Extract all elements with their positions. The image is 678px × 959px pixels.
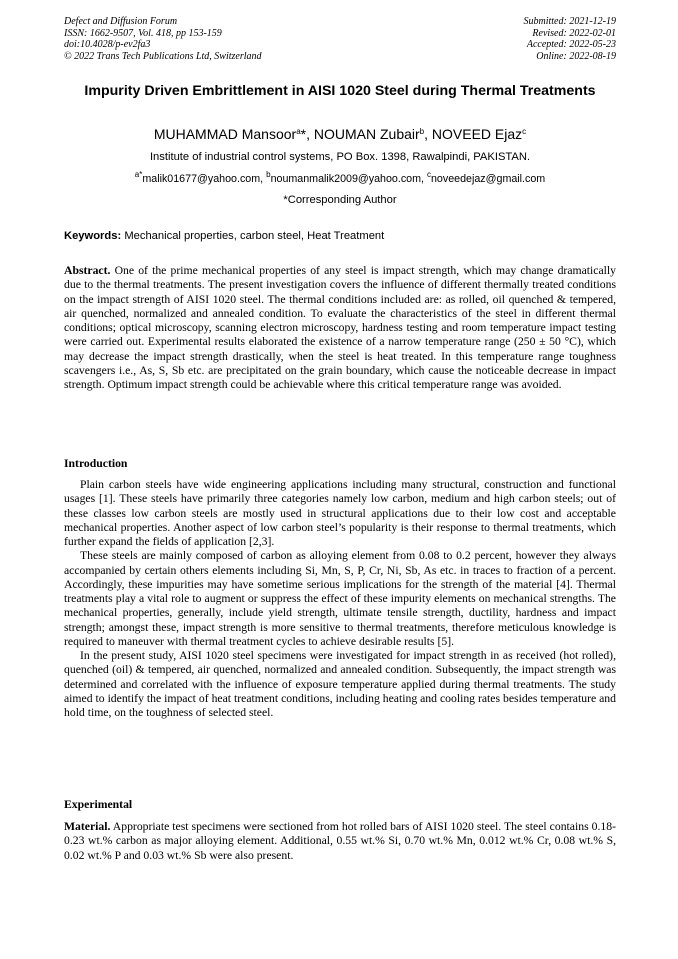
material-label: Material. <box>64 820 111 833</box>
email-address[interactable]: malik01677@yahoo.com <box>142 173 261 185</box>
email-list <box>64 172 616 186</box>
issn: ISSN: 1662-9507, Vol. 418, pp 153-159 <box>64 27 222 39</box>
email-mark: c <box>426 170 431 179</box>
author-name: MUHAMMAD Mansoor <box>153 126 297 142</box>
email-separator: , <box>260 173 267 185</box>
keywords-text: Mechanical properties, carbon steel, Heat Treatment <box>124 230 385 242</box>
material-text: Appropriate test specimens were sectioned from hot rolled bars of AISI 1020 steel. The steel contains 0.18-0.23 wt.% carbon as major alloying element. Additional, 0.55 wt.% Si, 0.70 wt.% Mn, 0.012 wt.% Cr, 0.08 wt.% S, 0.02 wt.% P and 0.03 wt.% Sb were also present. <box>64 820 616 862</box>
keywords-label: Keywords: <box>64 230 122 242</box>
journal-info <box>64 16 262 62</box>
author-affil-mark: b <box>419 127 425 136</box>
author-separator: *, <box>300 126 314 142</box>
abstract-text: One of the prime mechanical properties of any steel is impact strength, which may change dramatically due to the thermal treatments. The present investigation covers the influence of different thermally treated conditions on the impact strength of AISI 1020 steel. The thermal conditions included are: as rolled, oil quenched & tempered, air quenched, normalized and annealed condition. To evaluate the characteristics of the steel in different thermal conditions; optical microscopy, scanning electron microscopy, hardness testing and room temperature impact testing were carried out. Experimental results elaborated the existence of a narrow temperature range (250 ± 50 °C), which may decrease the impact strength drastically, when the steel is heat treated. In this temperature range toughness scavengers i.e., As, S, Sb etc. are precipitated on the grain boundary, which cause the noticeable decrease in impact strength. Optimum impact strength could be achievable where this critical temperature range was avoided. <box>64 264 616 391</box>
copyright: © 2022 Trans Tech Publications Ltd, Switzerland <box>64 50 262 62</box>
affiliation: Institute of industrial control systems, PO Box. 1398, Rawalpindi, PAKISTAN. <box>149 151 531 163</box>
author-list <box>64 126 616 142</box>
section-heading-experimental: Experimental <box>64 798 133 811</box>
email-mark: a* <box>134 170 143 179</box>
author-affil-mark: c <box>522 127 527 136</box>
material-paragraph <box>64 820 616 863</box>
keywords-line <box>64 229 616 243</box>
abstract <box>64 264 616 392</box>
doi: doi:10.4028/p-ev2fa3 <box>64 39 151 51</box>
paper-title: Impurity Driven Embrittlement in AISI 1020 Steel during Thermal Treatments <box>84 83 596 99</box>
author-name: NOUMAN Zubair <box>313 126 420 142</box>
author-name: NOVEED Ejaz <box>431 126 523 142</box>
author-separator: , <box>424 126 432 142</box>
paragraph: These steels are mainly composed of carbon as alloying element from 0.08 to 0.2 percent, however they always accompanied by certain others elements including Si, Mn, S, P, Cr, Ni, Sb, As etc. in traces to fraction of a percent. Accordingly, these impurities may have sometime serious implications for the strength of the material [4]. Thermal treatments play a vital role to augment or suppress the effect of these impurity elements on mechanical strengths. The mechanical properties, generally, include yield strength, ultimate tensile strength, ductility, hardness and impact strength; amongst these, impact strength is more sensitive to thermal treatments, therefore meticulous knowledge is required to maneuver with thermal treatment cycles to achieve desirable results [5]. <box>64 549 616 648</box>
online-date: Online: 2022-08-19 <box>536 50 616 62</box>
introduction-body <box>64 478 616 720</box>
email-address[interactable]: noumanmalik2009@yahoo.com <box>270 173 422 185</box>
email-address[interactable]: noveedejaz@gmail.com <box>430 173 546 185</box>
paragraph: In the present study, AISI 1020 steel specimens were investigated for impact strength in as received (hot rolled), quenched (oil) & tempered, air quenched, normalized and annealed condition. Subsequently, the impact strength was determined and correlated with the influence of exposure temperature applied during thermal treatments. The study aimed to identify the impact of heat treatment conditions, including heating and cooling rates besides temperature and hold time, on the toughness of selected steel. <box>64 649 616 719</box>
email-separator: , <box>421 173 427 185</box>
email-mark: b <box>266 170 271 179</box>
accepted-date: Accepted: 2022-05-23 <box>526 39 616 51</box>
section-heading-introduction: Introduction <box>64 457 128 470</box>
journal-name: Defect and Diffusion Forum <box>64 16 178 27</box>
abstract-label: Abstract. <box>64 264 111 277</box>
submitted-date: Submitted: 2021-12-19 <box>523 16 616 27</box>
author-affil-mark: a <box>296 127 301 136</box>
publication-dates <box>524 16 617 62</box>
paragraph: Plain carbon steels have wide engineering applications including many structural, construction and functional usages [1]. These steels have primarily three categories namely low carbon, medium and high carbon steels; out of these classes low carbon steels are mostly used in structural applications due to their low cost and acceptable mechanical properties. Another aspect of low carbon steel’s popularity is their response to thermal treatments, which further expand the fields of application [2,3]. <box>64 478 616 548</box>
corresponding-author-note: *Corresponding Author <box>283 194 397 206</box>
revised-date: Revised: 2022-02-01 <box>532 27 616 39</box>
